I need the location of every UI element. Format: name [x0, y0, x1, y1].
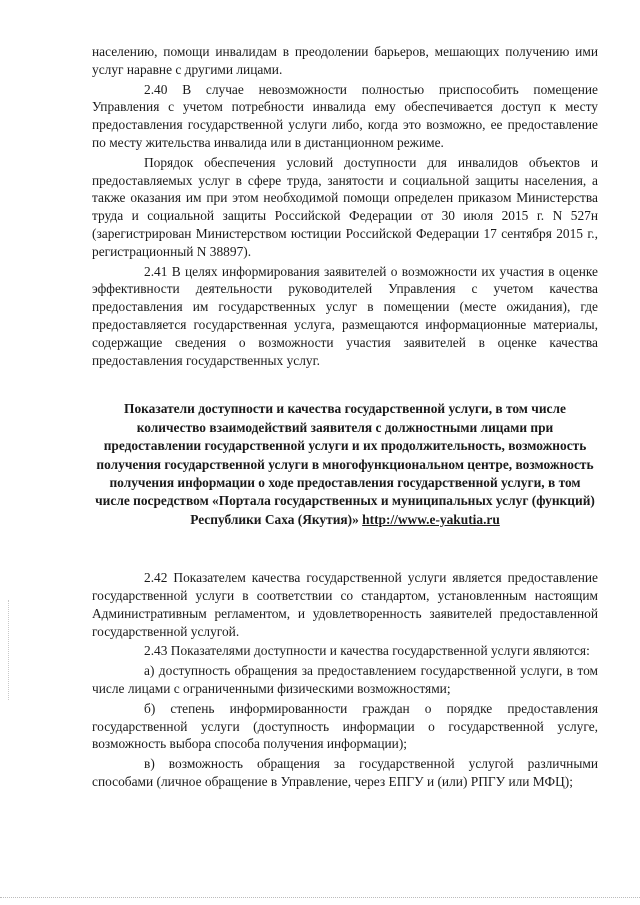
paragraph: Порядок обеспечения условий доступности для инвалидов объектов и предоставляемых услуг в сфере труда, занятости и социальной защиты населения, а также оказания им при этом необходимой помощи определен приказом Министерства труда и социальной защиты Российской Федерации от 30 июля 2015 г. N 527н (зарегистрирован Министерством юстиции Российской Федерации 17 сентября 2015 г., регистрационный N 38897). [92, 154, 598, 259]
list-item-a: а) доступность обращения за предоставлением государственной услуги, в том числе лицами с ограниченными физическими возможностями; [92, 663, 598, 696]
list-item-c: в) возможность обращения за государственной услугой различными способами (личное обращение в Управление, через ЕПГУ и (или) РПГУ или МФЦ); [92, 756, 598, 789]
paragraph-2-40: 2.40 В случае невозможности полностью приспособить помещение Управления с учетом потребности инвалида ему обеспечивается доступ к месту предоставления государственной услуги либо, когда это возможно, ее предоставление по месту жительства инвалида или в дистанционном режиме. [92, 81, 598, 150]
document-body [92, 43, 598, 791]
section-heading [92, 400, 598, 529]
section-body [92, 569, 598, 791]
section-heading-text: Показатели доступности и качества государственной услуги, в том числе количество взаимодействий заявителя с должностными лицами при предоставлении государственной услуги и их продолжительность, возможность получения государственной услуги в многофункциональном центре, возможность получения информации о ходе предоставления государственной услуги, в том числе посредством «Портала государственных и муниципальных услуг (функций) Республики Саха (Якутия)» [95, 401, 595, 527]
paragraph-2-41: 2.41 В целях информирования заявителей о возможности их участия в оценке эффективности деятельности руководителей Управления с учетом качества предоставления им государственных услуг в помещении (месте ожидания), где предоставляется государственная услуга, размещаются информационные материалы, содержащие сведения о возможности участия заявителей в оценке качества предоставления государственных услуг. [92, 263, 598, 368]
paragraph-2-42: 2.42 Показателем качества государственной услуги является предоставление государственной услуги в соответствии со стандартом, установленным настоящим Административным регламентом, и удовлетворенность заявителей предоставленной государственной услугой. [92, 570, 598, 639]
paragraph-2-43: 2.43 Показателями доступности и качества государственной услуги являются: [144, 643, 590, 659]
paragraph: населению, помощи инвалидам в преодолении барьеров, мешающих получению ими услуг наравне с другими лицами. [92, 44, 598, 77]
list-item-b: б) степень информированности граждан о порядке предоставления государственной услуги (доступность информации о государственной услуге, возможность выбора способа получения информации); [92, 700, 598, 752]
e-yakutia-link[interactable]: http://www.e-yakutia.ru [362, 511, 500, 527]
scan-artifact-left [8, 600, 11, 700]
scan-artifact-bottom [0, 897, 640, 898]
